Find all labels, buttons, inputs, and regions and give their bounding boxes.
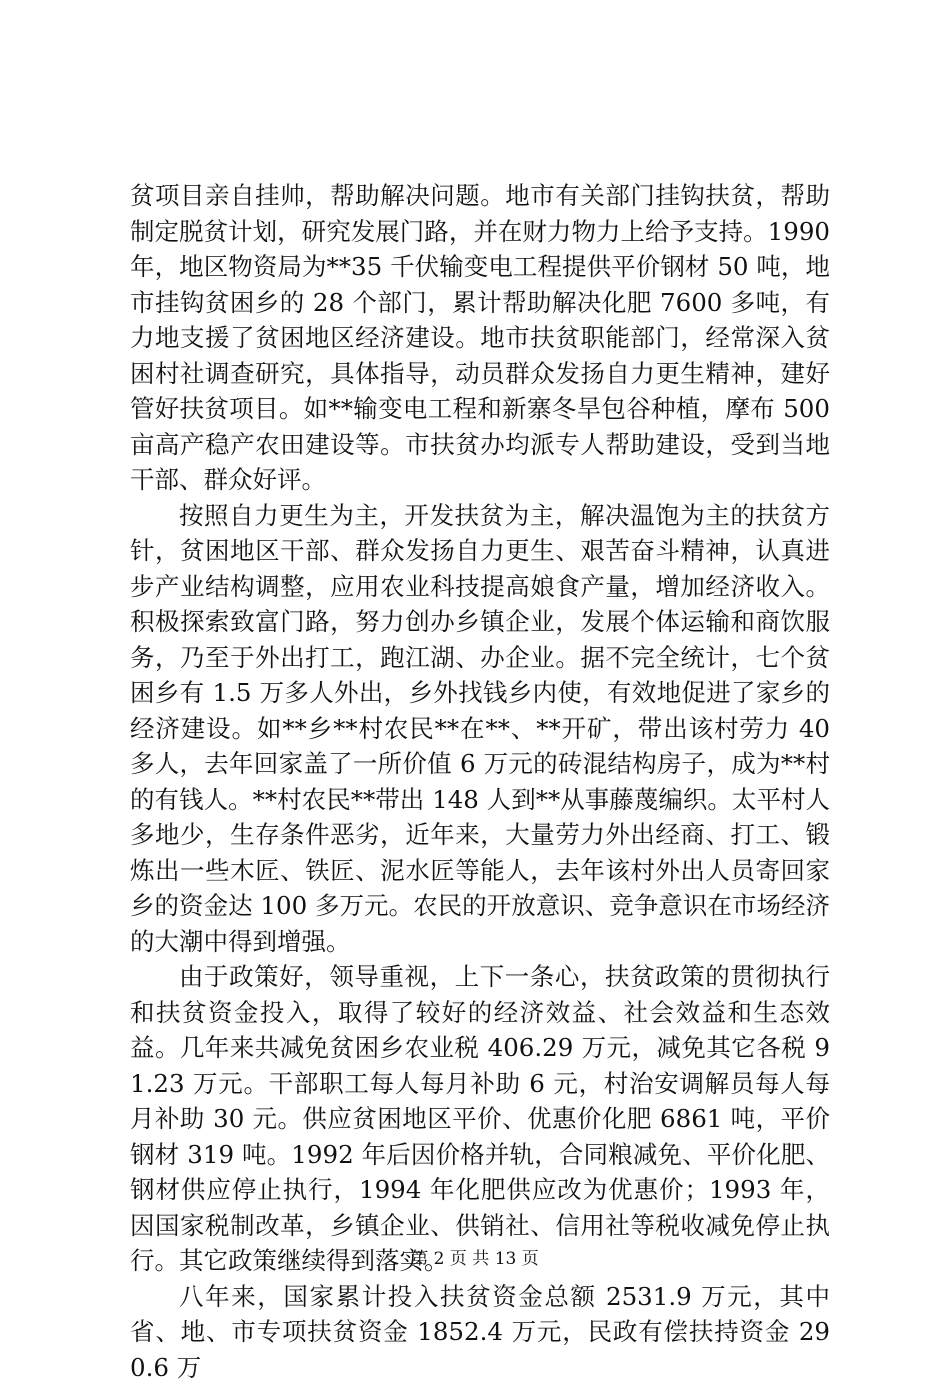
paragraph-3: 由于政策好，领导重视，上下一条心，扶贫政策的贯彻执行和扶贫资金投入，取得了较好的经济效益、社会效益和生态效益。几年来共减免贫困乡农业税 406.29 万元，减免其它各税 91.23 万元。干部职工每人每月补助 6 元，村治安调解员每人每月补助 30 元。供应贫困地区平价、优惠价化肥 6861 吨，平价钢材 319 吨。1992 年后因价格并轨，合同粮减免、平价化肥、钢材供应停止执行，1994 年化肥供应改为优惠价；1993 年，因国家税制改革，乡镇企业、供销社、信用社等税收减免停止执行。其它政策继续得到落实。 <box>130 959 830 1279</box>
body-text <box>130 178 830 1385</box>
paragraph-2: 按照自力更生为主，开发扶贫为主，解决温饱为主的扶贫方针，贫困地区干部、群众发扬自力更生、艰苦奋斗精神，认真进步产业结构调整，应用农业科技提高娘食产量，增加经济收入。积极探索致富门路，努力创办乡镇企业，发展个体运输和商饮服务，乃至于外出打工，跑江湖、办企业。据不完全统计，七个贫困乡有 1.5 万多人外出，乡外找钱乡内使，有效地促进了家乡的经济建设。如**乡**村农民**在**、**开矿，带出该村劳力 40 多人，去年回家盖了一所价值 6 万元的砖混结构房子，成为**村的有钱人。**村农民**带出 148 人到**从事藤蔑编织。太平村人多地少，生存条件恶劣，近年来，大量劳力外出经商、打工、锻炼出一些木匠、铁匠、泥水匠等能人，去年该村外出人员寄回家乡的资金达 100 多万元。农民的开放意识、竞争意识在市场经济的大潮中得到增强。 <box>130 498 830 960</box>
paragraph-4: 八年来，国家累计投入扶贫资金总额 2531.9 万元，其中省、地、市专项扶贫资金 1852.4 万元，民政有偿扶持资金 290.6 万 <box>130 1279 830 1385</box>
page-footer: 第 2 页 共 13 页 <box>0 1244 950 1269</box>
paragraph-1: 贫项目亲自挂帅，帮助解决问题。地市有关部门挂钩扶贫，帮助制定脱贫计划，研究发展门路，并在财力物力上给予支持。1990 年，地区物资局为**35 千伏输变电工程提供平价钢材 50 吨，地市挂钩贫困乡的 28 个部门，累计帮助解决化肥 7600 多吨，有力地支援了贫困地区经济建设。地市扶贫职能部门，经常深入贫困村社调查研究，具体指导，动员群众发扬自力更生精神，建好管好扶贫项目。如**输变电工程和新寨冬旱包谷种植，摩布 500 亩高产稳产农田建设等。市扶贫办均派专人帮助建设，受到当地干部、群众好评。 <box>130 178 830 498</box>
